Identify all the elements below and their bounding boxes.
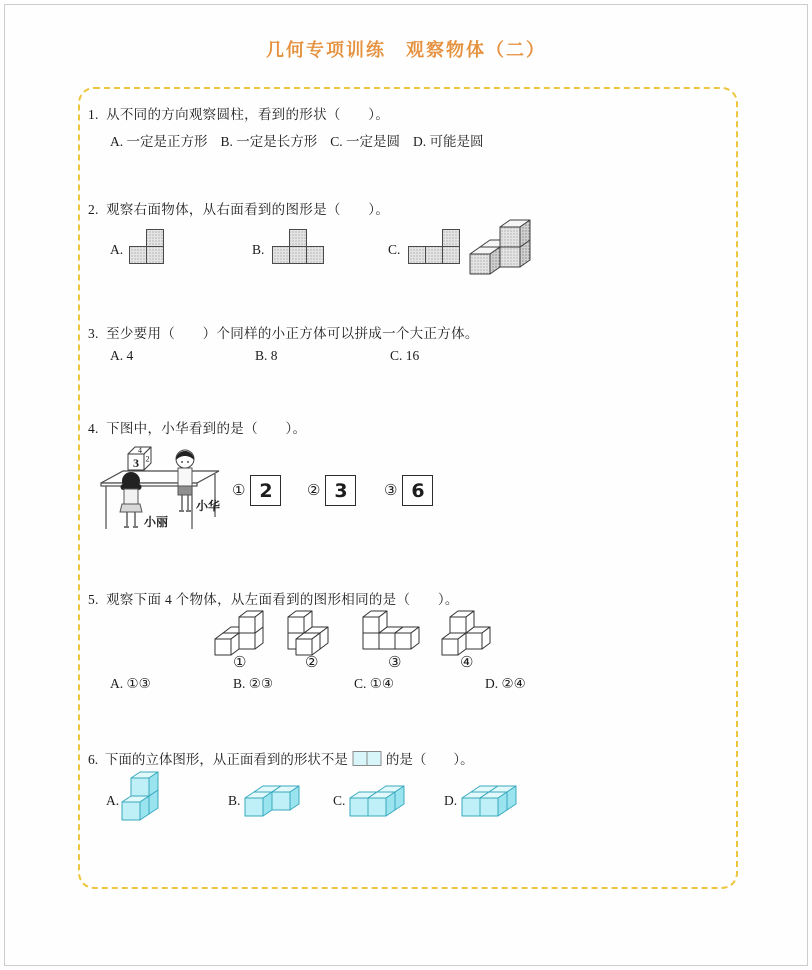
q6-label-c: C. [333,793,346,808]
q2-figure-c [407,228,461,265]
two-squares-icon [352,750,382,767]
q5-option-d: D. ②④ [485,676,526,691]
boy-figure [176,450,194,511]
q4-answer-3 [384,475,433,506]
q5-figure-4-label: ④ [460,655,474,671]
q2-text: 2. 观察右面物体，从右面看到的图形是（ ）。 [88,202,390,217]
q1-text: 1. 从不同的方向观察圆柱，看到的形状（ ）。 [88,107,390,122]
q6-text-after: 的是（ ）。 [385,752,474,767]
boy-label: 小华 [196,499,221,513]
q6-label-d: D. [444,793,458,808]
q4-answer-3-box: 6 [402,475,433,506]
q1-options [110,130,484,150]
q5-figure-1 [213,609,265,657]
q5-option-b: B. ②③ [233,676,273,691]
q2-figure-a [128,228,165,265]
q2-label-a: A. [110,242,124,257]
q5-figure-2-label: ② [305,655,319,671]
q5-figure-1-label: ① [233,655,247,671]
q6-label-b: B. [228,793,241,808]
girl-label: 小丽 [144,515,169,529]
q4-text: 4. 下图中，小华看到的是（ ）。 [88,421,307,436]
q1-option-d: D. 可能是圆 [413,134,484,149]
q4-scene [95,438,255,550]
q6-figure-d [460,784,518,818]
q4-answer-1-num: ① [232,483,246,499]
q6-figure-a [120,770,160,822]
q3-text: 3. 至少要用（ ）个同样的小正方体可以拼成一个大正方体。 [88,326,479,341]
q3-option-a: A. 4 [110,348,134,363]
die [128,446,151,470]
q5-figure-4 [440,609,492,657]
q5-figure-3 [361,609,421,651]
q4-answer-3-num: ③ [384,483,398,499]
die-front-number: 3 [133,456,139,470]
q2-label-c: C. [388,242,401,257]
q5-text: 5. 观察下面 4 个物体，从左面看到的图形相同的是（ ）。 [88,592,459,607]
q2-label-b: B. [252,242,265,257]
q4-answer-1-box: 2 [250,475,281,506]
q2-figure-b [271,228,325,265]
q6-label-a: A. [106,793,120,808]
q4-answer-2-box: 3 [325,475,356,506]
q6-figure-c [348,784,406,818]
q4-answer-2 [307,475,356,506]
q5-option-a: A. ①③ [110,676,151,691]
q4-answer-2-num: ② [307,483,321,499]
q5-figure-2 [286,609,330,657]
girl-figure [120,472,142,527]
die-right-number: 2 [145,454,150,464]
q1-option-a: A. 一定是正方形 [110,134,208,149]
q6-text-before: 6. 下面的立体图形，从正面看到的形状不是 [88,752,348,767]
q6-text-row [88,748,474,768]
die-top-number: 4 [138,446,142,455]
q1-option-b: B. 一定是长方形 [220,134,318,149]
q5-figure-3-label: ③ [388,655,402,671]
q4-answer-1 [232,475,281,506]
q5-option-c: C. ①④ [354,676,394,691]
q3-option-c: C. 16 [390,348,420,363]
q2-object-3d [468,218,532,276]
page-title: 几何专项训练 观察物体（二） [266,40,546,60]
q3-option-b: B. 8 [255,348,278,363]
q1-option-c: C. 一定是圆 [330,134,401,149]
q6-figure-b [243,784,301,818]
